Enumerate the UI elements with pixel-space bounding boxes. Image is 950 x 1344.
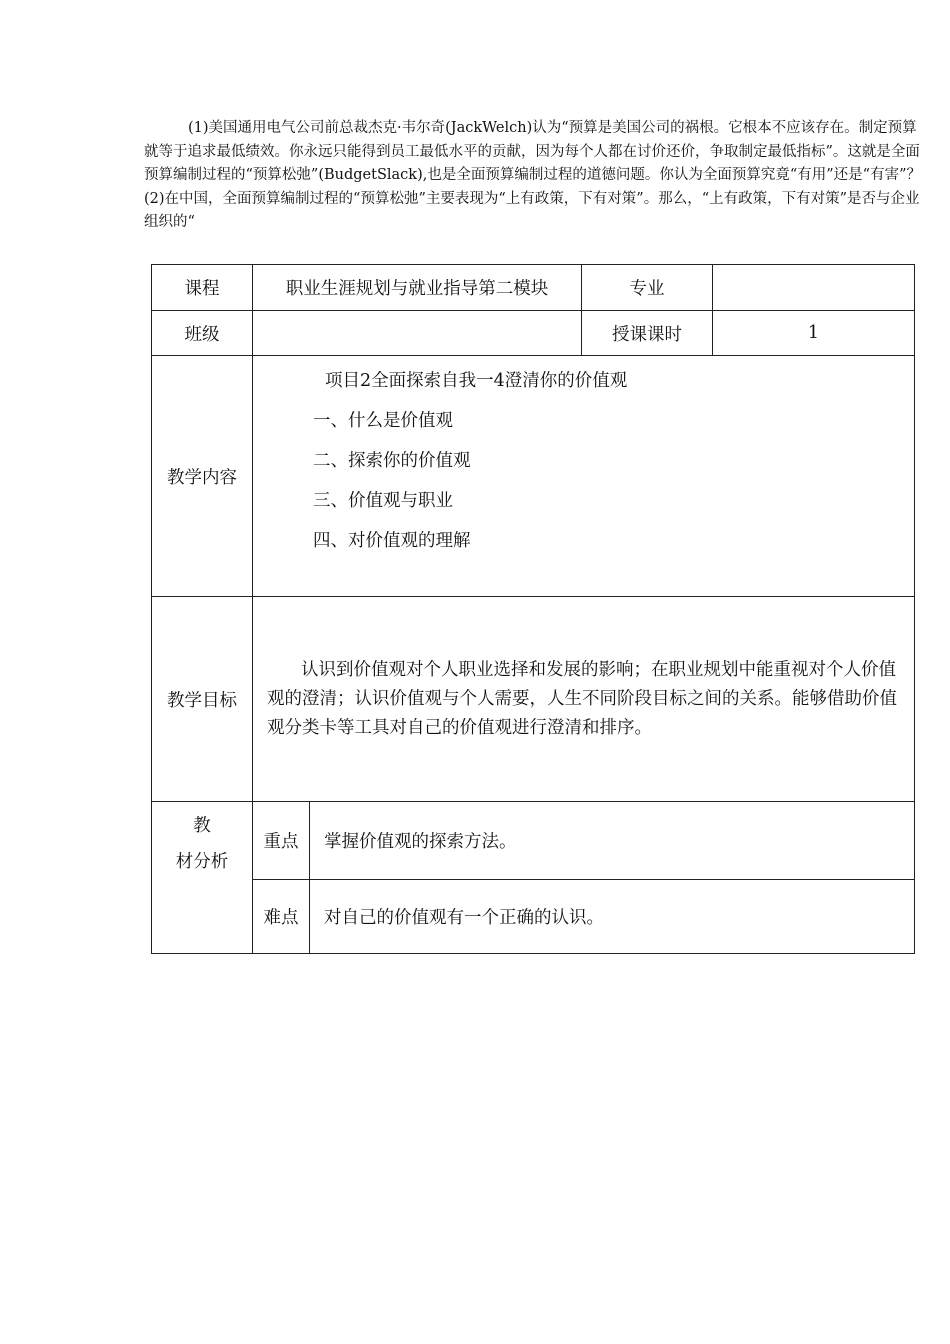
key-label: 重点 xyxy=(253,802,310,880)
table-row-goal xyxy=(152,597,915,802)
content-item: 二、探索你的价值观 xyxy=(313,451,471,471)
analysis-label-line1: 教 xyxy=(193,816,211,836)
table-row-class xyxy=(152,311,915,356)
content-list xyxy=(253,356,914,566)
goal-label: 教学目标 xyxy=(152,597,253,802)
table-row-course xyxy=(152,265,915,311)
content-item: 四、对价值观的理解 xyxy=(313,531,471,551)
content-item: 三、价值观与职业 xyxy=(313,491,453,511)
content-label: 教学内容 xyxy=(152,356,253,597)
key-cell xyxy=(310,802,915,880)
analysis-label xyxy=(152,802,253,954)
course-value: 职业生涯规划与就业指导第二模块 xyxy=(253,265,582,311)
content-item: 一、什么是价值观 xyxy=(313,411,453,431)
key-text: 掌握价值观的探索方法。 xyxy=(324,832,517,852)
analysis-label-line2: 材分析 xyxy=(175,852,229,872)
class-label: 班级 xyxy=(152,311,253,356)
goal-cell xyxy=(253,597,915,802)
difficulty-cell xyxy=(310,880,915,954)
intro-paragraph-1: (1)美国通用电气公司前总裁杰克·韦尔奇(JackWelch)认为“预算是美国公司的祸根。它根本不应该存在。制定预算就等于追求最低绩效。你永远只能得到员工最低水平的贡献，因为每个人都在讨价还价，争取制定最低指标”。这就是全面预算编制过程的“预算松弛”(BudgetSlack),也是全面预算编制过程的道德问题。你认为全面预算究竟“有用”还是“有害”？ xyxy=(144,120,921,183)
difficulty-text: 对自己的价值观有一个正确的认识。 xyxy=(324,908,604,928)
class-value xyxy=(253,311,582,356)
lesson-plan-table xyxy=(151,264,915,954)
table-row-key xyxy=(152,802,915,880)
course-label: 课程 xyxy=(152,265,253,311)
hours-label: 授课课时 xyxy=(582,311,713,356)
table-row-difficulty xyxy=(152,880,915,954)
content-title: 项目2全面探索自我一4澄清你的价值观 xyxy=(325,371,628,391)
difficulty-label: 难点 xyxy=(253,880,310,954)
goal-text: 认识到价值观对个人职业选择和发展的影响；在职业规划中能重视对个人价值观的澄清；认识价值观与个人需要，人生不同阶段目标之间的关系。能够借助价值观分类卡等工具对自己的价值观进行澄清和排序。 xyxy=(267,659,897,738)
intro-paragraph-2: (2)在中国，全面预算编制过程的“预算松弛”主要表现为“上有政策，下有对策”。那么，“上有政策，下有对策”是否与企业组织的“ xyxy=(144,190,920,230)
table-row-content xyxy=(152,356,915,597)
intro-text xyxy=(144,117,924,235)
content-cell xyxy=(253,356,915,597)
major-label: 专业 xyxy=(582,265,713,311)
major-value xyxy=(713,265,915,311)
hours-value: 1 xyxy=(713,311,915,356)
